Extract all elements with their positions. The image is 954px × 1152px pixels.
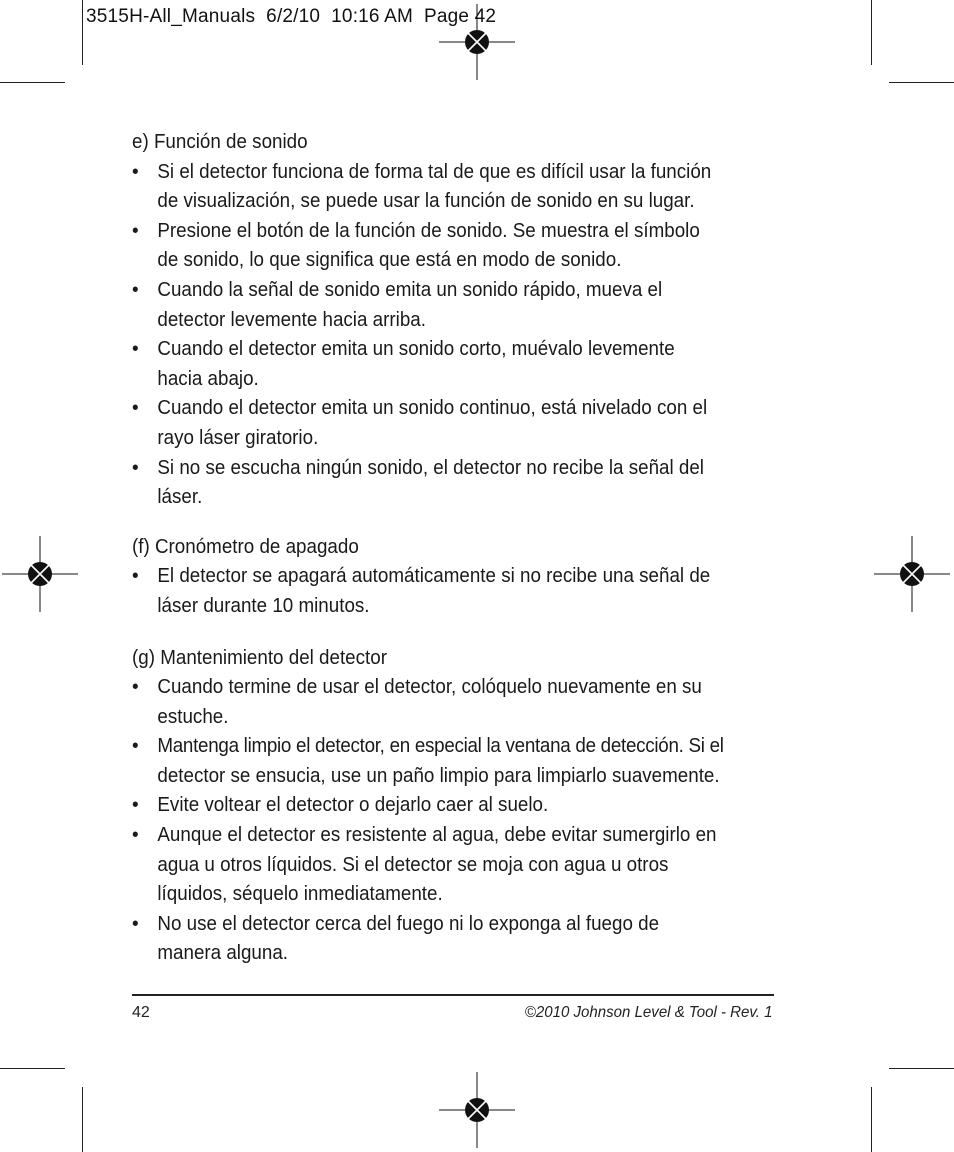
bullet-dot: • (132, 160, 139, 183)
registration-mark-left-icon (0, 534, 80, 614)
bullet-dot: • (132, 565, 139, 588)
list-item (132, 910, 743, 969)
list-item (132, 821, 743, 910)
bullet-text: Cuando el detector emita un sonido corto, muévalo levemente (157, 338, 675, 361)
list-item (132, 562, 743, 621)
bullet-dot: • (132, 824, 139, 847)
crop-mark-bottom-left-horizontal (0, 1068, 65, 1069)
list-item (132, 335, 743, 394)
list-item (132, 791, 743, 821)
bullet-dot: • (132, 676, 139, 699)
printer-slug: 3515H-All_Manuals 6/2/10 10:16 AM Page 42 (86, 6, 497, 27)
section-spacer (132, 622, 743, 644)
bullet-text: estuche. (157, 705, 229, 728)
crop-mark-bottom-right-horizontal (889, 1068, 954, 1069)
crop-mark-bottom-left-vertical (82, 1087, 83, 1152)
bullet-dot: • (132, 735, 139, 758)
bullet-text: Aunque el detector es resistente al agua, debe evitar sumergirlo en (157, 824, 717, 847)
bullet-dot: • (132, 912, 139, 935)
list-item (132, 276, 743, 335)
bullet-text: Cuando termine de usar el detector, colóquelo nuevamente en su (157, 676, 702, 699)
bullet-text: Mantenga limpio el detector, en especial la ventana de detección. Si el (157, 735, 724, 758)
bullet-text: líquidos, séquelo inmediatamente. (157, 883, 443, 906)
bullet-list-maintenance (132, 673, 743, 969)
crop-mark-top-right-vertical (871, 0, 872, 65)
footer-rule (132, 994, 774, 996)
section-heading-shutoff-timer: (f) Cronómetro de apagado (132, 535, 359, 558)
bullet-text: de visualización, se puede usar la función de sonido en su lugar. (157, 190, 695, 213)
bullet-dot: • (132, 338, 139, 361)
list-item (132, 732, 743, 791)
bullet-text: El detector se apagará automáticamente si no recibe una señal de (157, 565, 711, 588)
bullet-text: agua u otros líquidos. Si el detector se moja con agua u otros (157, 853, 669, 876)
bullet-text: hacia abajo. (157, 367, 259, 390)
bullet-list-sound-function (132, 158, 743, 513)
bullet-dot: • (132, 397, 139, 420)
crop-mark-top-left-horizontal (0, 82, 65, 83)
list-item (132, 673, 743, 732)
list-item (132, 454, 743, 513)
bullet-text: Si no se escucha ningún sonido, el detector no recibe la señal del (157, 456, 704, 479)
list-item (132, 394, 743, 453)
bullet-text: Presione el botón de la función de sonido. Se muestra el símbolo (157, 219, 700, 242)
bullet-dot: • (132, 794, 139, 817)
registration-mark-right-icon (872, 534, 952, 614)
manual-content (132, 128, 743, 969)
copyright-text: ©2010 Johnson Level & Tool - Rev. 1 (525, 1004, 773, 1021)
bullet-text: láser durante 10 minutos. (157, 594, 370, 617)
bullet-dot: • (132, 219, 139, 242)
section-heading-maintenance: (g) Mantenimiento del detector (132, 646, 387, 669)
bullet-text: detector se ensucia, use un paño limpio para limpiarlo suavemente. (157, 764, 720, 787)
bullet-text: No use el detector cerca del fuego ni lo exponga al fuego de (157, 912, 660, 935)
bullet-text: Si el detector funciona de forma tal de que es difícil usar la función (157, 160, 712, 183)
bullet-text: Evite voltear el detector o dejarlo caer al suelo. (157, 794, 549, 817)
bullet-text: láser. (157, 486, 203, 509)
list-item (132, 158, 743, 217)
bullet-dot: • (132, 278, 139, 301)
crop-mark-top-right-horizontal (889, 82, 954, 83)
registration-mark-bottom-icon (437, 1070, 517, 1150)
list-item (132, 217, 743, 276)
section-heading-sound-function: e) Función de sonido (132, 131, 308, 153)
crop-mark-top-left-vertical (82, 0, 83, 65)
bullet-text: Cuando la señal de sonido emita un sonido rápido, mueva el (157, 278, 663, 301)
registration-mark-top-icon (437, 2, 517, 82)
bullet-text: manera alguna. (157, 942, 289, 965)
page-number: 42 (132, 1004, 150, 1021)
bullet-dot: • (132, 456, 139, 479)
bullet-text: Cuando el detector emita un sonido continuo, está nivelado con el (157, 397, 708, 420)
bullet-text: de sonido, lo que significa que está en modo de sonido. (157, 249, 622, 272)
bullet-list-shutoff-timer (132, 562, 743, 621)
bullet-text: rayo láser giratorio. (157, 426, 319, 449)
bullet-text: detector levemente hacia arriba. (157, 308, 426, 331)
crop-mark-bottom-right-vertical (871, 1087, 872, 1152)
section-spacer (132, 513, 743, 533)
